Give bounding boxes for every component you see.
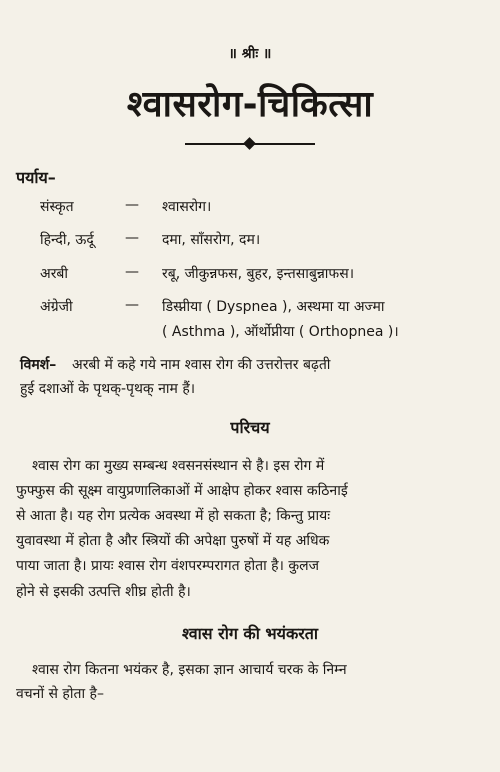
synonym-dash: — [125, 197, 139, 213]
synonym-value: डिस्प्नीया ( Dyspnea ), अस्थमा या अज्मा [162, 299, 385, 315]
synonym-language: अंग्रेजी [40, 299, 73, 315]
note-line: हुई दशाओं के पृथक्-पृथक् नाम हैं। [20, 381, 196, 397]
synonyms-label: पर्याय– [16, 168, 56, 187]
note-line: अरबी में कहे गये नाम श्वास रोग की उत्तरोत्तर बढ़ती [72, 357, 331, 373]
note-label: विमर्श– [20, 357, 57, 373]
synonym-language: हिन्दी, ऊर्दू [40, 232, 94, 248]
synonym-language: संस्कृत [40, 199, 74, 215]
paragraph-line: श्वास रोग कितना भयंकर है, इसका ज्ञान आचार्य चरक के निम्न [32, 662, 347, 678]
severity-heading: श्वास रोग की भयंकरता [181, 624, 319, 643]
synonym-dash: — [125, 297, 139, 313]
synonym-value: श्वासरोग। [162, 199, 212, 215]
paragraph-line: युवावस्था में होता है और स्त्रियों की अपेक्षा पुरुषों में यह अधिक [16, 533, 330, 549]
paragraph-line: फुफ्फुस की सूक्ष्म वायुप्रणालिकाओं में आक्षेप होकर श्वास कठिनाई [16, 483, 348, 499]
introduction-heading: परिचय [230, 418, 270, 437]
synonym-value: दमा, साँसरोग, दम। [162, 232, 261, 248]
synonym-language: अरबी [40, 266, 69, 282]
synonym-dash: — [125, 230, 139, 246]
paragraph-line: से आता है। यह रोग प्रत्येक अवस्था में हो सकता है; किन्तु प्रायः [16, 508, 331, 524]
paragraph-line: वचनों से होता है– [16, 686, 104, 702]
page-title: श्वासरोग-चिकित्सा [126, 84, 374, 125]
synonym-dash: — [125, 264, 139, 280]
paragraph-line: होने से इसकी उत्पत्ति शीघ्र होती है। [16, 584, 191, 600]
paragraph-line: श्वास रोग का मुख्य सम्बन्ध श्वसनसंस्थान से है। इस रोग में [32, 458, 325, 474]
paragraph-line: पाया जाता है। प्रायः श्वास रोग वंशपरम्परागत होता है। कुलज [16, 558, 319, 574]
synonym-value: रबू, जीकुन्नफस, बुहर, इन्तसाबुन्नाफस। [162, 266, 354, 282]
synonym-value-continued: ( Asthma ), ऑर्थोप्नीया ( Orthopnea )। [162, 324, 399, 340]
divider-diamond-icon [243, 137, 256, 150]
invocation: ॥ श्रीः ॥ [228, 46, 272, 62]
